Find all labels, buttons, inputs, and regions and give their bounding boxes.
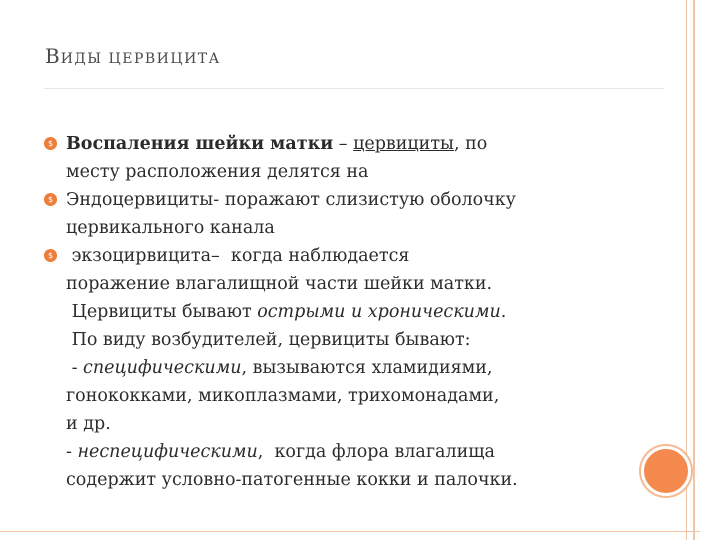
text-segment: , когда флора влагалища: [257, 442, 495, 462]
bullet-line: [66, 298, 634, 326]
dash-text: –: [333, 134, 354, 154]
bullet-line: [66, 438, 634, 466]
bullet-line: содержит условно-патогенные кокки и палочки.: [66, 470, 518, 490]
bullet-item: [44, 130, 634, 186]
slide-body: [44, 130, 634, 494]
text-segment: -: [66, 442, 78, 462]
frame-bottom-line: [0, 531, 700, 532]
after-link-text: , по: [453, 134, 488, 154]
bold-text: Воспаления шейки матки: [66, 134, 334, 154]
text-segment: Цервициты бывают: [66, 302, 258, 322]
bullet-line: и др.: [66, 414, 111, 434]
title-first-letter: В: [45, 44, 61, 68]
bullet-line: Эндоцервициты- поражают слизистую оболочку: [66, 190, 516, 210]
italic-text: острыми и хроническими: [257, 302, 501, 322]
italic-text: неспецифическими: [77, 442, 258, 462]
bullet-line: [66, 130, 634, 158]
bullet-line: гонококками, микоплазмами, трихомонадами,: [66, 386, 500, 406]
bullet-line: поражение влагалищной части шейки матки.: [66, 274, 493, 294]
title-rest: ИДЫ ЦЕРВИЦИТА: [60, 51, 221, 67]
dollar-sign-icon: $: [44, 193, 57, 206]
title-divider: [44, 88, 664, 89]
bullet-line: По виду возбудителей, цервициты бывают:: [66, 330, 471, 350]
frame-right-line: [693, 0, 695, 540]
italic-text: специфическими: [83, 358, 242, 378]
text-segment: -: [66, 358, 84, 378]
bullet-line: [66, 354, 634, 382]
bullet-line: цервикального канала: [66, 218, 275, 238]
cervicitis-link[interactable]: цервициты: [353, 134, 454, 154]
bullet-line: месту расположения делятся на: [66, 162, 369, 182]
decorative-circle: [641, 446, 691, 496]
dollar-sign-icon: $: [44, 137, 57, 150]
slide-title: [45, 44, 221, 68]
text-segment: .: [500, 302, 507, 322]
text-segment: , вызываются хламидиями,: [241, 358, 493, 378]
bullet-item: [44, 242, 634, 494]
bullet-line: экзоцирвицита– когда наблюдается: [66, 246, 410, 266]
dollar-sign-icon: $: [44, 249, 57, 262]
bullet-item: [44, 186, 634, 242]
